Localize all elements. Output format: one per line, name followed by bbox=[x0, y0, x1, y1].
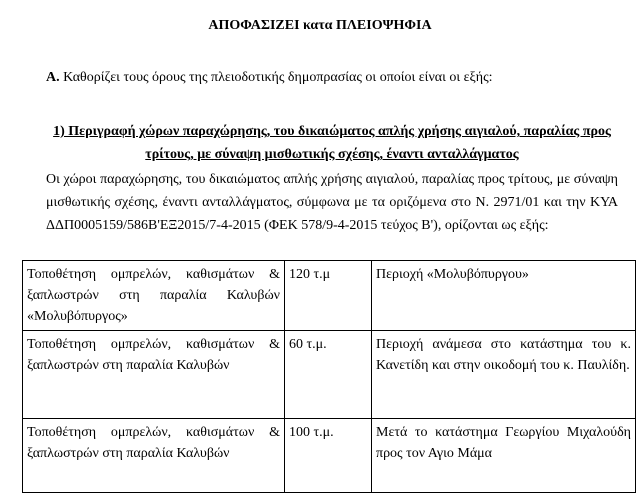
area-size: 60 τ.μ. bbox=[285, 331, 372, 419]
paragraph-a bbox=[46, 70, 616, 86]
area-description: Τοποθέτηση ομπρελών, καθισμάτων & ξαπλωστρών στη παραλία Καλυβών «Μολυβόπυργος» bbox=[23, 261, 285, 331]
area-location: Περιοχή «Μολυβόπυργου» bbox=[372, 261, 636, 331]
table-row bbox=[23, 261, 636, 331]
section-title: 1) Περιγραφή χώρων παραχώρησης, του δικαιώματος απλής χρήσης αιγιαλού, παραλίας προς τρίτους, με σύναψη μισθωτικής σχέσης, έναντι ανταλλάγματος bbox=[53, 124, 611, 162]
paragraph-a-text: Καθορίζει τους όρους της πλειοδοτικής δημοπρασίας οι οποίοι είναι οι εξής: bbox=[59, 70, 493, 85]
paragraph-a-label: Α. bbox=[46, 70, 60, 85]
area-description: Τοποθέτηση ομπρελών, καθισμάτων & ξαπλωστρών στη παραλία Καλυβών bbox=[23, 331, 285, 419]
area-location: Περιοχή ανάμεσα στο κατάστημα του κ. Κανετίδη και στην οικοδομή του κ. Παυλίδη. bbox=[372, 331, 636, 419]
concession-areas-table bbox=[22, 260, 636, 493]
area-description: Τοποθέτηση ομπρελών, καθισμάτων & ξαπλωστρών στη παραλία Καλυβών bbox=[23, 419, 285, 493]
table-row bbox=[23, 331, 636, 419]
area-location: Μετά το κατάστημα Γεωργίου Μιχαλούδη προς τον Αγιο Μάμα bbox=[372, 419, 636, 493]
area-size: 100 τ.μ. bbox=[285, 419, 372, 493]
section-body: Οι χώροι παραχώρησης, του δικαιώματος απλής χρήσης αιγιαλού, παραλίας προς τρίτους, με σύναψη μισθωτικής σχέσης, έναντι ανταλλάγματος, σύμφωνα με τα οριζόμενα στο Ν. 2971/01 και την ΚΥΑ ΔΔΠ0005159/586Β'ΕΞ2015/7-4-2015 (ΦΕΚ 578/9-4-2015 τεύχος Β'), ορίζονται ως εξής: bbox=[46, 172, 618, 233]
table-row bbox=[23, 419, 636, 493]
area-size: 120 τ.μ bbox=[285, 261, 372, 331]
decision-heading: ΑΠΟΦΑΣΙΖΕΙ κατα ΠΛΕΙΟΨΗΦΙΑ bbox=[208, 18, 432, 33]
